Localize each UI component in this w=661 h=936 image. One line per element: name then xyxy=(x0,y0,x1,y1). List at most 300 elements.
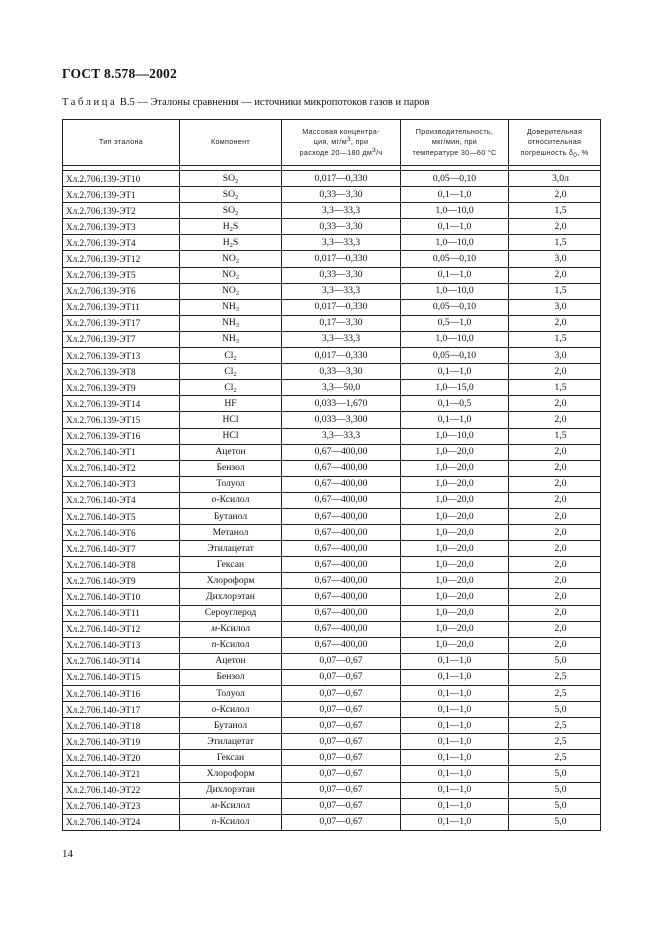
cell-error xyxy=(509,331,601,347)
cell-type-text: Хл.2.706.140-ЭТ13 xyxy=(66,640,141,651)
cell-mass-concentration xyxy=(282,621,401,637)
component-prefix: м xyxy=(210,623,218,635)
cell-type-text: Хл.2.706.139-ЭТ17 xyxy=(66,318,141,329)
cell-mass-concentration xyxy=(282,364,401,380)
cell-mass-concentration xyxy=(282,686,401,702)
component-name: HCl xyxy=(222,430,239,442)
cell-mass-concentration xyxy=(282,541,401,557)
cell-error-text: 2,0 xyxy=(554,317,567,329)
cell-productivity xyxy=(401,396,509,412)
cell-error-text: 2,0 xyxy=(554,558,567,570)
cell-error-text: 2,0 xyxy=(554,365,567,377)
cell-error xyxy=(509,541,601,557)
table-row xyxy=(63,315,601,331)
cell-component xyxy=(180,573,282,589)
cell-component xyxy=(180,669,282,685)
cell-error xyxy=(509,492,601,508)
cell-type xyxy=(63,686,180,702)
cell-component xyxy=(180,686,282,702)
cell-prod-text: 0,1—1,0 xyxy=(437,719,472,731)
cell-productivity xyxy=(401,171,509,187)
cell-prod-text: 0,1—1,0 xyxy=(437,220,472,232)
caption-text: Эталоны сравнения — источники микропотоков газов и паров xyxy=(150,97,430,108)
cell-mass-text: 0,67—400,00 xyxy=(314,446,368,458)
table-row xyxy=(63,219,601,235)
col-header-prod-line1: Производительность, xyxy=(415,126,494,136)
cell-component xyxy=(180,541,282,557)
cell-component xyxy=(180,299,282,315)
cell-prod-text: 0,1—1,0 xyxy=(437,800,472,812)
cell-mass-text: 0,67—400,00 xyxy=(314,558,368,570)
cell-component xyxy=(180,476,282,492)
component-name: SO xyxy=(222,188,235,200)
cell-mass-text: 0,67—400,00 xyxy=(314,478,368,490)
component-subscript: 2 xyxy=(229,241,233,249)
cell-mass-concentration xyxy=(282,637,401,653)
cell-mass-concentration xyxy=(282,766,401,782)
cell-component xyxy=(180,187,282,203)
cell-mass-concentration xyxy=(282,171,401,187)
cell-type xyxy=(63,364,180,380)
cell-error xyxy=(509,782,601,798)
cell-component xyxy=(180,702,282,718)
cell-productivity xyxy=(401,718,509,734)
cell-mass-concentration xyxy=(282,798,401,814)
table-row xyxy=(63,348,601,364)
cell-prod-text: 1,0—20,0 xyxy=(435,478,474,490)
component-prefix: п xyxy=(211,816,217,828)
table-row xyxy=(63,766,601,782)
cell-mass-concentration xyxy=(282,267,401,283)
cell-type xyxy=(63,492,180,508)
cell-error-text: 1,5 xyxy=(554,430,567,442)
cell-mass-text: 0,33—3,30 xyxy=(319,365,363,377)
component-name: NO xyxy=(221,253,236,265)
cell-component xyxy=(180,814,282,830)
cell-type xyxy=(63,267,180,283)
cell-error-text: 2,0 xyxy=(554,639,567,651)
cell-prod-text: 0,1—1,0 xyxy=(437,671,472,683)
table-row xyxy=(63,589,601,605)
cell-mass-text: 0,67—400,00 xyxy=(314,590,368,602)
cell-type-text: Хл.2.706.139-ЭТ6 xyxy=(66,286,136,297)
cell-error-text: 2,5 xyxy=(554,687,567,699)
cell-prod-text: 0,1—1,0 xyxy=(437,655,472,667)
cell-error-text: 5,0 xyxy=(554,703,567,715)
component-name: HF xyxy=(224,397,237,409)
cell-mass-text: 0,67—400,00 xyxy=(314,510,368,522)
cell-prod-text: 0,1—1,0 xyxy=(437,687,472,699)
component-prefix: о xyxy=(211,494,217,506)
caption-dash: — xyxy=(137,97,148,108)
cell-error-text: 1,5 xyxy=(554,204,567,216)
component-subscript: 3 xyxy=(235,322,240,330)
component-name: -Ксилол xyxy=(216,816,250,828)
table-row xyxy=(63,428,601,444)
cell-mass-text: 3,3—50,0 xyxy=(321,381,361,393)
component-name: Бутанол xyxy=(213,510,248,522)
cell-mass-text: 3,3—33,3 xyxy=(321,204,361,216)
cell-type-text: Хл.2.706.140-ЭТ20 xyxy=(66,752,141,763)
cell-error-text: 5,0 xyxy=(554,768,567,780)
cell-component xyxy=(180,235,282,251)
col-header-prod-line3: температуре 30—60 °С xyxy=(412,147,497,157)
cell-prod-text: 0,05—0,10 xyxy=(432,253,477,265)
cell-mass-text: 0,017—0,330 xyxy=(314,349,368,361)
cell-mass-concentration xyxy=(282,348,401,364)
cell-type-text: Хл.2.706.140-ЭТ11 xyxy=(66,608,140,619)
component-name: Хлороформ xyxy=(206,574,255,586)
cell-mass-text: 0,67—400,00 xyxy=(314,574,368,586)
cell-prod-text: 0,1—0,5 xyxy=(437,397,472,409)
cell-error-text: 2,0 xyxy=(554,526,567,538)
cell-error-text: 3,0 xyxy=(554,349,567,361)
cell-type-text: Хл.2.706.139-ЭТ16 xyxy=(66,431,141,442)
table-row xyxy=(63,557,601,573)
cell-productivity xyxy=(401,525,509,541)
cell-mass-concentration xyxy=(282,331,401,347)
cell-prod-text: 0,1—1,0 xyxy=(437,816,472,828)
cell-mass-text: 0,07—0,67 xyxy=(319,735,363,747)
component-suffix: S xyxy=(232,236,239,248)
cell-mass-text: 0,67—400,00 xyxy=(314,639,368,651)
cell-type xyxy=(63,235,180,251)
component-name: Сероуглерод xyxy=(204,607,257,619)
cell-type-text: Хл.2.706.139-ЭТ10 xyxy=(66,173,141,184)
cell-type xyxy=(63,203,180,219)
cell-component xyxy=(180,315,282,331)
table-row xyxy=(63,686,601,702)
component-name: H xyxy=(222,220,230,232)
component-name: -Ксилол xyxy=(216,494,250,506)
col-header-mass-line3: расходе 20—180 дм xyxy=(299,147,373,157)
cell-mass-text: 0,07—0,67 xyxy=(319,784,363,796)
cell-type xyxy=(63,348,180,364)
table-row xyxy=(63,653,601,669)
cell-mass-text: 0,07—0,67 xyxy=(319,751,363,763)
cell-error xyxy=(509,235,601,251)
cell-type xyxy=(63,476,180,492)
cell-error xyxy=(509,251,601,267)
component-name: Этилацетат xyxy=(207,542,254,554)
cell-type xyxy=(63,798,180,814)
cell-type xyxy=(63,251,180,267)
cell-component xyxy=(180,766,282,782)
component-name: Толуол xyxy=(216,478,245,490)
cell-error-text: 5,0 xyxy=(554,816,567,828)
table-row xyxy=(63,299,601,315)
cell-type-text: Хл.2.706.140-ЭТ9 xyxy=(66,575,136,586)
cell-mass-text: 0,33—3,30 xyxy=(319,220,363,232)
cell-prod-text: 1,0—10,0 xyxy=(435,333,474,345)
component-name: Толуол xyxy=(216,687,245,699)
cell-error xyxy=(509,798,601,814)
col-header-mass-line2b: , при xyxy=(350,137,369,147)
table-row xyxy=(63,798,601,814)
component-subscript: 2 xyxy=(235,209,239,217)
table-row xyxy=(63,734,601,750)
cell-type xyxy=(63,525,180,541)
cell-prod-text: 1,0—20,0 xyxy=(435,510,474,522)
cell-type xyxy=(63,283,180,299)
component-subscript: 2 xyxy=(235,258,240,266)
cell-component xyxy=(180,798,282,814)
cell-type xyxy=(63,702,180,718)
cell-component xyxy=(180,219,282,235)
cell-mass-concentration xyxy=(282,251,401,267)
cell-type xyxy=(63,331,180,347)
cell-type xyxy=(63,782,180,798)
col-header-component-label: Компонент xyxy=(211,137,250,147)
cell-productivity xyxy=(401,331,509,347)
col-header-error xyxy=(509,120,601,166)
cell-productivity xyxy=(401,605,509,621)
cell-error xyxy=(509,525,601,541)
table-row xyxy=(63,187,601,203)
cell-productivity xyxy=(401,766,509,782)
cell-productivity xyxy=(401,476,509,492)
cell-mass-concentration xyxy=(282,653,401,669)
cell-mass-concentration xyxy=(282,315,401,331)
component-name: NO xyxy=(221,269,236,281)
table-row xyxy=(63,508,601,524)
cell-component xyxy=(180,428,282,444)
cell-type-text: Хл.2.706.139-ЭТ4 xyxy=(66,237,136,248)
cell-error-text: 5,0 xyxy=(554,655,567,667)
cell-type-text: Хл.2.706.139-ЭТ5 xyxy=(66,270,136,281)
component-name: Дихлорэтан xyxy=(206,784,255,796)
component-name: HCl xyxy=(222,413,239,425)
cell-prod-text: 0,5—1,0 xyxy=(437,317,472,329)
cell-type-text: Хл.2.706.140-ЭТ8 xyxy=(66,559,136,570)
standards-table xyxy=(62,119,601,831)
col-header-type-label: Тип эталона xyxy=(98,137,144,147)
cell-error-text: 3,0л xyxy=(552,172,569,184)
cell-error xyxy=(509,396,601,412)
cell-type xyxy=(63,621,180,637)
cell-type-text: Хл.2.706.139-ЭТ2 xyxy=(66,205,136,216)
cell-type-text: Хл.2.706.140-ЭТ19 xyxy=(66,736,141,747)
cell-productivity xyxy=(401,621,509,637)
component-subscript: 3 xyxy=(235,306,240,314)
cell-mass-text: 0,017—0,330 xyxy=(314,253,368,265)
component-subscript: 3 xyxy=(235,338,240,346)
cell-mass-concentration xyxy=(282,283,401,299)
cell-mass-concentration xyxy=(282,718,401,734)
cell-type xyxy=(63,315,180,331)
component-name: NH xyxy=(221,301,236,313)
cell-error xyxy=(509,412,601,428)
cell-productivity xyxy=(401,235,509,251)
cell-productivity xyxy=(401,814,509,830)
cell-prod-text: 0,1—1,0 xyxy=(437,768,472,780)
cell-type-text: Хл.2.706.140-ЭТ6 xyxy=(66,527,136,538)
cell-error-text: 1,5 xyxy=(554,333,567,345)
col-header-component xyxy=(180,120,282,166)
cell-prod-text: 0,1—1,0 xyxy=(437,269,472,281)
cell-component xyxy=(180,589,282,605)
cell-type xyxy=(63,718,180,734)
cell-productivity xyxy=(401,412,509,428)
cell-mass-concentration xyxy=(282,187,401,203)
cell-component xyxy=(180,380,282,396)
table-row xyxy=(63,460,601,476)
cell-prod-text: 0,1—1,0 xyxy=(437,188,472,200)
cell-error xyxy=(509,702,601,718)
cell-mass-text: 0,033—1,670 xyxy=(314,397,368,409)
cell-type-text: Хл.2.706.140-ЭТ3 xyxy=(66,479,136,490)
cell-productivity xyxy=(401,750,509,766)
cell-prod-text: 1,0—10,0 xyxy=(435,430,474,442)
cell-mass-text: 0,07—0,67 xyxy=(319,719,363,731)
col-header-error-line2: относительная xyxy=(527,137,582,147)
table-row xyxy=(63,331,601,347)
cell-prod-text: 1,0—20,0 xyxy=(435,623,474,635)
cell-type xyxy=(63,219,180,235)
col-header-mass-line2: ция, мг/м xyxy=(313,137,347,147)
cell-type xyxy=(63,814,180,830)
cell-type xyxy=(63,187,180,203)
cell-error xyxy=(509,283,601,299)
cell-error-text: 2,0 xyxy=(554,397,567,409)
cell-error xyxy=(509,508,601,524)
table-row xyxy=(63,718,601,734)
table-row xyxy=(63,364,601,380)
cell-productivity xyxy=(401,798,509,814)
cell-productivity xyxy=(401,508,509,524)
cell-component xyxy=(180,171,282,187)
cell-productivity xyxy=(401,637,509,653)
component-name: H xyxy=(222,236,230,248)
component-name: Бензол xyxy=(216,462,245,474)
cell-prod-text: 0,05—0,10 xyxy=(432,172,477,184)
cell-type xyxy=(63,396,180,412)
cell-mass-concentration xyxy=(282,702,401,718)
col-header-mass-sup2: 3 xyxy=(372,146,377,154)
component-name: Ацетон xyxy=(215,655,246,667)
cell-prod-text: 1,0—20,0 xyxy=(435,446,474,458)
component-subscript: 2 xyxy=(233,386,237,394)
cell-mass-concentration xyxy=(282,782,401,798)
col-header-error-line3b: , % xyxy=(577,147,589,157)
cell-type-text: Хл.2.706.140-ЭТ4 xyxy=(66,495,136,506)
cell-type xyxy=(63,669,180,685)
cell-component xyxy=(180,444,282,460)
cell-error-text: 2,0 xyxy=(554,269,567,281)
cell-productivity xyxy=(401,380,509,396)
cell-component xyxy=(180,525,282,541)
cell-component xyxy=(180,557,282,573)
cell-type-text: Хл.2.706.139-ЭТ12 xyxy=(66,254,141,265)
cell-type-text: Хл.2.706.139-ЭТ9 xyxy=(66,382,136,393)
cell-mass-concentration xyxy=(282,380,401,396)
cell-error-text: 2,0 xyxy=(554,607,567,619)
document-header: ГОСТ 8.578—2002 xyxy=(62,66,177,81)
component-subscript: 2 xyxy=(233,354,237,362)
cell-mass-text: 0,67—400,00 xyxy=(314,542,368,554)
table-row xyxy=(63,525,601,541)
table-row xyxy=(63,283,601,299)
cell-mass-text: 0,33—3,30 xyxy=(319,269,363,281)
cell-prod-text: 1,0—20,0 xyxy=(435,494,474,506)
component-name: Ацетон xyxy=(215,446,246,458)
component-name: NH xyxy=(221,317,236,329)
caption-number: В.5 xyxy=(119,97,135,108)
cell-mass-text: 3,3—33,3 xyxy=(321,430,361,442)
cell-mass-concentration xyxy=(282,557,401,573)
cell-productivity xyxy=(401,283,509,299)
cell-productivity xyxy=(401,460,509,476)
cell-error-text: 1,5 xyxy=(554,285,567,297)
cell-type-text: Хл.2.706.139-ЭТ3 xyxy=(66,221,136,232)
cell-type-text: Хл.2.706.140-ЭТ21 xyxy=(66,769,141,780)
table-row xyxy=(63,203,601,219)
table-caption xyxy=(62,97,429,108)
cell-error-text: 2,0 xyxy=(554,446,567,458)
cell-productivity xyxy=(401,251,509,267)
component-name: -Ксилол xyxy=(216,703,250,715)
col-header-mass xyxy=(282,120,401,166)
caption-lead: Таблица xyxy=(62,97,118,108)
cell-error-text: 2,0 xyxy=(554,510,567,522)
cell-mass-concentration xyxy=(282,605,401,621)
component-name: Бензол xyxy=(216,671,245,683)
col-header-prod xyxy=(401,120,509,166)
cell-error-text: 2,5 xyxy=(554,671,567,683)
table-row xyxy=(63,412,601,428)
cell-type-text: Хл.2.706.140-ЭТ15 xyxy=(66,672,141,683)
cell-prod-text: 0,1—1,0 xyxy=(437,413,472,425)
cell-mass-text: 0,67—400,00 xyxy=(314,526,368,538)
component-name: Cl xyxy=(224,365,234,377)
cell-component xyxy=(180,605,282,621)
cell-error xyxy=(509,203,601,219)
cell-mass-concentration xyxy=(282,460,401,476)
cell-error-text: 3,0 xyxy=(554,253,567,265)
cell-mass-concentration xyxy=(282,814,401,830)
cell-error xyxy=(509,299,601,315)
table-row xyxy=(63,396,601,412)
cell-mass-text: 0,67—400,00 xyxy=(314,462,368,474)
cell-productivity xyxy=(401,428,509,444)
cell-mass-concentration xyxy=(282,492,401,508)
cell-error xyxy=(509,364,601,380)
col-header-prod-line2: мкг/мин, при xyxy=(431,137,478,147)
cell-prod-text: 1,0—20,0 xyxy=(435,558,474,570)
cell-component xyxy=(180,492,282,508)
cell-mass-text: 0,017—0,330 xyxy=(314,172,368,184)
component-suffix: S xyxy=(232,220,239,232)
cell-error xyxy=(509,573,601,589)
cell-type xyxy=(63,541,180,557)
cell-mass-text: 0,07—0,67 xyxy=(319,816,363,828)
cell-type xyxy=(63,557,180,573)
cell-error-text: 2,0 xyxy=(554,574,567,586)
cell-type xyxy=(63,171,180,187)
table-row xyxy=(63,541,601,557)
cell-component xyxy=(180,348,282,364)
cell-error-text: 2,0 xyxy=(554,590,567,602)
cell-prod-text: 1,0—10,0 xyxy=(435,204,474,216)
cell-prod-text: 1,0—20,0 xyxy=(435,526,474,538)
table-row xyxy=(63,444,601,460)
cell-error-text: 2,5 xyxy=(554,719,567,731)
cell-error-text: 5,0 xyxy=(554,800,567,812)
component-name: Гексан xyxy=(216,558,245,570)
cell-component xyxy=(180,750,282,766)
cell-mass-concentration xyxy=(282,219,401,235)
component-prefix: о xyxy=(211,703,217,715)
